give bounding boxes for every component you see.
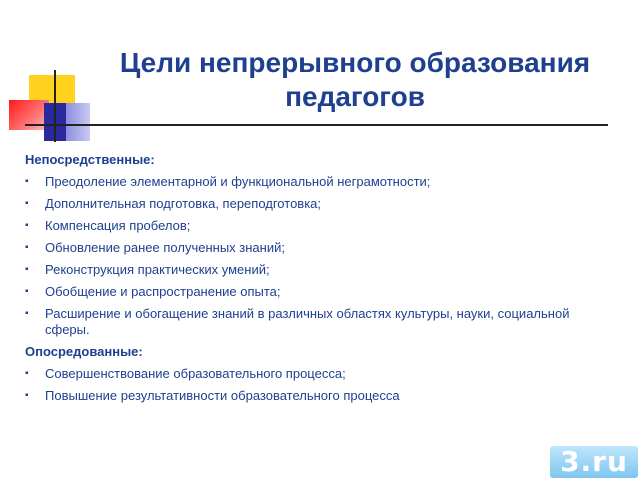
list-item (25, 388, 605, 404)
section-heading-direct: Непосредственные: (25, 152, 155, 167)
section-heading-indirect: Опосредованные: (25, 344, 143, 359)
list-item-text: Обновление ранее полученных знаний; (45, 240, 285, 255)
bullet-icon: ▪ (25, 368, 29, 379)
list-item-text: Компенсация пробелов; (45, 218, 191, 233)
list-item (25, 284, 605, 300)
bullet-icon: ▪ (25, 220, 29, 231)
vertical-divider-line (54, 70, 56, 142)
bullet-icon: ▪ (25, 198, 29, 209)
lavender-square-decoration (66, 103, 90, 141)
list-item-text: Дополнительная подготовка, переподготовка; (45, 196, 322, 211)
list-item (25, 218, 605, 234)
list-item-text: Преодоление элементарной и функциональной неграмотности; (45, 174, 431, 189)
bullet-icon: ▪ (25, 242, 29, 253)
bullet-icon: ▪ (25, 286, 29, 297)
list-item (25, 262, 605, 278)
list-item-text: Расширение и обогащение знаний в различных областях культуры, науки, социальной сферы. (45, 306, 570, 337)
list-item-text: Реконструкция практических умений; (45, 262, 270, 277)
list-item (25, 196, 605, 212)
bullet-icon: ▪ (25, 176, 29, 187)
list-item-text: Совершенствование образовательного процесса; (45, 366, 346, 381)
list-item-text: Обобщение и распространение опыта; (45, 284, 281, 299)
list-item-text: Повышение результативности образовательного процесса (45, 388, 400, 403)
list-item (25, 174, 605, 190)
list-item (25, 240, 605, 256)
bullet-icon: ▪ (25, 308, 29, 319)
slide-content (25, 152, 605, 410)
list-item (25, 306, 605, 338)
bullet-icon: ▪ (25, 264, 29, 275)
list-item (25, 366, 605, 382)
bullet-icon: ▪ (25, 390, 29, 401)
slide-title: Цели непрерывного образования педагогов (119, 47, 591, 112)
title-underline (25, 124, 608, 126)
site-logo-watermark: 3.ru (550, 446, 638, 478)
